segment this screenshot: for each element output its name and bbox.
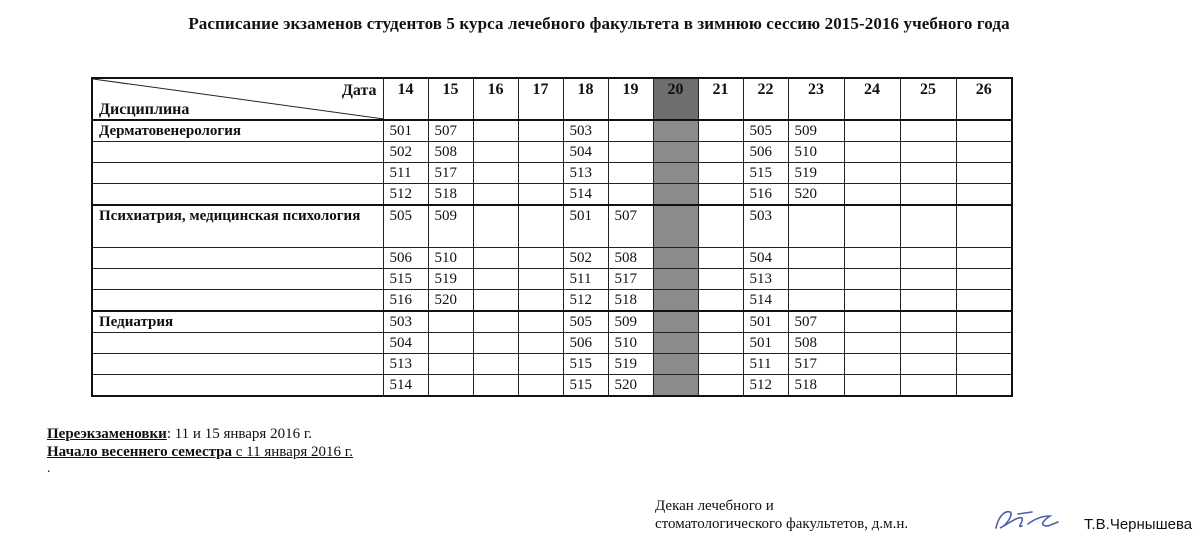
group-cell: 506 bbox=[563, 333, 608, 354]
group-cell bbox=[956, 184, 1012, 206]
discipline-name: Педиатрия bbox=[92, 311, 383, 333]
group-cell bbox=[608, 142, 653, 163]
group-cell: 513 bbox=[743, 269, 788, 290]
reexam-label: Переэкзаменовки bbox=[47, 426, 167, 442]
group-cell: 506 bbox=[383, 248, 428, 269]
group-cell bbox=[698, 163, 743, 184]
group-cell bbox=[900, 184, 956, 206]
group-cell: 511 bbox=[563, 269, 608, 290]
group-cell: 504 bbox=[743, 248, 788, 269]
group-cell: 519 bbox=[428, 269, 473, 290]
group-cell: 520 bbox=[608, 375, 653, 397]
group-cell bbox=[844, 290, 900, 312]
discipline-cell-empty bbox=[92, 375, 383, 397]
group-cell: 517 bbox=[788, 354, 844, 375]
group-cell: 515 bbox=[383, 269, 428, 290]
group-cell: 501 bbox=[743, 333, 788, 354]
group-cell: 509 bbox=[428, 205, 473, 248]
group-cell: 509 bbox=[788, 120, 844, 142]
table-row bbox=[92, 290, 1012, 312]
group-cell bbox=[956, 205, 1012, 248]
group-cell bbox=[653, 354, 698, 375]
spring-semester-note bbox=[47, 444, 353, 461]
group-cell: 510 bbox=[608, 333, 653, 354]
group-cell bbox=[518, 248, 563, 269]
discipline-cell-empty bbox=[92, 248, 383, 269]
group-cell bbox=[698, 142, 743, 163]
group-cell: 505 bbox=[383, 205, 428, 248]
group-cell bbox=[956, 142, 1012, 163]
group-cell bbox=[956, 311, 1012, 333]
group-cell bbox=[844, 311, 900, 333]
reexam-dates: : 11 и 15 января 2016 г. bbox=[166, 426, 313, 442]
group-cell: 507 bbox=[428, 120, 473, 142]
group-cell: 510 bbox=[788, 142, 844, 163]
group-cell bbox=[698, 184, 743, 206]
discipline-cell-empty bbox=[92, 163, 383, 184]
group-cell: 503 bbox=[743, 205, 788, 248]
group-cell bbox=[653, 163, 698, 184]
group-cell bbox=[518, 354, 563, 375]
group-cell bbox=[653, 311, 698, 333]
group-cell bbox=[518, 142, 563, 163]
group-cell: 502 bbox=[383, 142, 428, 163]
table-row bbox=[92, 184, 1012, 206]
group-cell bbox=[473, 333, 518, 354]
group-cell: 519 bbox=[788, 163, 844, 184]
group-cell: 504 bbox=[383, 333, 428, 354]
group-cell: 511 bbox=[743, 354, 788, 375]
group-cell: 515 bbox=[563, 375, 608, 397]
group-cell bbox=[518, 290, 563, 312]
date-header-26: 26 bbox=[956, 78, 1012, 120]
table-row bbox=[92, 375, 1012, 397]
group-cell: 517 bbox=[428, 163, 473, 184]
group-cell: 514 bbox=[743, 290, 788, 312]
group-cell bbox=[956, 248, 1012, 269]
discipline-cell-empty bbox=[92, 142, 383, 163]
group-cell bbox=[900, 354, 956, 375]
date-header-22: 22 bbox=[743, 78, 788, 120]
group-cell bbox=[653, 142, 698, 163]
group-cell bbox=[956, 120, 1012, 142]
group-cell bbox=[788, 290, 844, 312]
group-cell: 502 bbox=[563, 248, 608, 269]
group-cell bbox=[844, 375, 900, 397]
group-cell: 505 bbox=[563, 311, 608, 333]
reexam-note bbox=[47, 426, 312, 443]
group-cell bbox=[956, 269, 1012, 290]
group-cell: 510 bbox=[428, 248, 473, 269]
group-cell: 501 bbox=[743, 311, 788, 333]
group-cell bbox=[844, 205, 900, 248]
group-cell bbox=[788, 205, 844, 248]
group-cell bbox=[518, 120, 563, 142]
group-cell bbox=[956, 333, 1012, 354]
group-cell bbox=[428, 311, 473, 333]
discipline-name: Психиатрия, медицинская психология bbox=[92, 205, 383, 248]
group-cell bbox=[900, 248, 956, 269]
group-cell bbox=[698, 205, 743, 248]
group-cell bbox=[473, 120, 518, 142]
table-row bbox=[92, 142, 1012, 163]
exam-schedule-table bbox=[91, 77, 1013, 397]
group-cell: 503 bbox=[563, 120, 608, 142]
date-header-25: 25 bbox=[900, 78, 956, 120]
group-cell bbox=[698, 311, 743, 333]
date-header-15: 15 bbox=[428, 78, 473, 120]
table-row bbox=[92, 269, 1012, 290]
group-cell bbox=[844, 354, 900, 375]
date-header-21: 21 bbox=[698, 78, 743, 120]
date-header-16: 16 bbox=[473, 78, 518, 120]
group-cell bbox=[844, 184, 900, 206]
group-cell: 512 bbox=[563, 290, 608, 312]
group-cell: 511 bbox=[383, 163, 428, 184]
group-cell bbox=[698, 269, 743, 290]
group-cell bbox=[473, 163, 518, 184]
table-row bbox=[92, 333, 1012, 354]
group-cell: 508 bbox=[608, 248, 653, 269]
group-cell bbox=[608, 120, 653, 142]
group-cell: 516 bbox=[743, 184, 788, 206]
group-cell: 503 bbox=[383, 311, 428, 333]
group-cell: 512 bbox=[383, 184, 428, 206]
group-cell bbox=[653, 333, 698, 354]
group-cell bbox=[844, 269, 900, 290]
dean-name: Т.В.Чернышева bbox=[1084, 516, 1193, 533]
group-cell bbox=[653, 205, 698, 248]
group-cell bbox=[788, 269, 844, 290]
discipline-cell-empty bbox=[92, 269, 383, 290]
discipline-cell-empty bbox=[92, 333, 383, 354]
group-cell bbox=[956, 163, 1012, 184]
group-cell bbox=[900, 333, 956, 354]
group-cell: 519 bbox=[608, 354, 653, 375]
group-cell bbox=[900, 269, 956, 290]
table-row bbox=[92, 248, 1012, 269]
group-cell bbox=[473, 375, 518, 397]
table-row bbox=[92, 354, 1012, 375]
group-cell bbox=[473, 311, 518, 333]
date-header-23: 23 bbox=[788, 78, 844, 120]
group-cell bbox=[428, 333, 473, 354]
date-header-20: 20 bbox=[653, 78, 698, 120]
group-cell bbox=[698, 354, 743, 375]
group-cell bbox=[698, 248, 743, 269]
group-cell bbox=[653, 248, 698, 269]
group-cell bbox=[844, 163, 900, 184]
group-cell: 513 bbox=[383, 354, 428, 375]
group-cell bbox=[653, 269, 698, 290]
group-cell bbox=[788, 248, 844, 269]
date-header-label: Дата bbox=[341, 82, 377, 99]
group-cell bbox=[428, 375, 473, 397]
group-cell bbox=[900, 311, 956, 333]
group-cell: 513 bbox=[563, 163, 608, 184]
group-cell: 517 bbox=[608, 269, 653, 290]
group-cell bbox=[518, 375, 563, 397]
group-cell bbox=[608, 163, 653, 184]
group-cell bbox=[844, 333, 900, 354]
date-header-19: 19 bbox=[608, 78, 653, 120]
date-header-14: 14 bbox=[383, 78, 428, 120]
group-cell bbox=[653, 120, 698, 142]
group-cell: 509 bbox=[608, 311, 653, 333]
group-cell bbox=[956, 290, 1012, 312]
group-cell bbox=[900, 375, 956, 397]
group-cell: 520 bbox=[428, 290, 473, 312]
discipline-cell-empty bbox=[92, 354, 383, 375]
date-header-17: 17 bbox=[518, 78, 563, 120]
group-cell bbox=[900, 205, 956, 248]
group-cell bbox=[518, 184, 563, 206]
group-cell bbox=[698, 290, 743, 312]
group-cell bbox=[653, 375, 698, 397]
group-cell: 506 bbox=[743, 142, 788, 163]
group-cell bbox=[956, 354, 1012, 375]
group-cell bbox=[518, 311, 563, 333]
group-cell bbox=[473, 142, 518, 163]
group-cell bbox=[844, 120, 900, 142]
group-cell: 505 bbox=[743, 120, 788, 142]
group-cell: 518 bbox=[428, 184, 473, 206]
group-cell: 518 bbox=[788, 375, 844, 397]
table-row bbox=[92, 120, 1012, 142]
group-cell bbox=[900, 142, 956, 163]
group-cell bbox=[844, 142, 900, 163]
group-cell: 515 bbox=[563, 354, 608, 375]
table-row bbox=[92, 163, 1012, 184]
group-cell: 518 bbox=[608, 290, 653, 312]
dean-title-line2: стоматологического факультетов, д.м.н. bbox=[655, 516, 909, 532]
group-cell: 508 bbox=[428, 142, 473, 163]
spring-date: с 11 января 2016 г. bbox=[232, 444, 353, 460]
group-cell bbox=[473, 290, 518, 312]
stray-dot: . bbox=[47, 461, 51, 476]
group-cell bbox=[518, 163, 563, 184]
page-title: Расписание экзаменов студентов 5 курса лечебного факультета в зимнюю сессию 2015-2016 учебного года bbox=[188, 14, 1010, 33]
group-cell: 501 bbox=[383, 120, 428, 142]
group-cell bbox=[653, 184, 698, 206]
group-cell bbox=[698, 120, 743, 142]
group-cell: 508 bbox=[788, 333, 844, 354]
group-cell: 515 bbox=[743, 163, 788, 184]
date-header-18: 18 bbox=[563, 78, 608, 120]
group-cell: 512 bbox=[743, 375, 788, 397]
group-cell bbox=[608, 184, 653, 206]
group-cell: 507 bbox=[788, 311, 844, 333]
group-cell bbox=[473, 269, 518, 290]
group-cell bbox=[698, 375, 743, 397]
discipline-header-label: Дисциплина bbox=[99, 101, 190, 118]
group-cell bbox=[473, 205, 518, 248]
group-cell bbox=[900, 120, 956, 142]
group-cell: 507 bbox=[608, 205, 653, 248]
group-cell bbox=[698, 333, 743, 354]
table-corner-header bbox=[92, 78, 383, 120]
group-cell bbox=[900, 163, 956, 184]
discipline-name: Дерматовенерология bbox=[92, 120, 383, 142]
spring-label: Начало весеннего семестра bbox=[47, 444, 233, 460]
group-cell: 520 bbox=[788, 184, 844, 206]
group-cell: 504 bbox=[563, 142, 608, 163]
group-cell: 501 bbox=[563, 205, 608, 248]
dean-title-line1: Декан лечебного и bbox=[655, 498, 774, 514]
group-cell: 514 bbox=[563, 184, 608, 206]
group-cell bbox=[518, 269, 563, 290]
date-header-24: 24 bbox=[844, 78, 900, 120]
group-cell bbox=[473, 354, 518, 375]
group-cell bbox=[956, 375, 1012, 397]
discipline-cell-empty bbox=[92, 290, 383, 312]
group-cell bbox=[518, 205, 563, 248]
group-cell bbox=[473, 248, 518, 269]
table-row bbox=[92, 205, 1012, 248]
group-cell bbox=[473, 184, 518, 206]
table-row bbox=[92, 311, 1012, 333]
group-cell bbox=[653, 290, 698, 312]
handwritten-signature bbox=[988, 504, 1068, 534]
group-cell bbox=[900, 290, 956, 312]
group-cell bbox=[844, 248, 900, 269]
group-cell: 516 bbox=[383, 290, 428, 312]
group-cell bbox=[518, 333, 563, 354]
discipline-cell-empty bbox=[92, 184, 383, 206]
group-cell bbox=[428, 354, 473, 375]
group-cell: 514 bbox=[383, 375, 428, 397]
